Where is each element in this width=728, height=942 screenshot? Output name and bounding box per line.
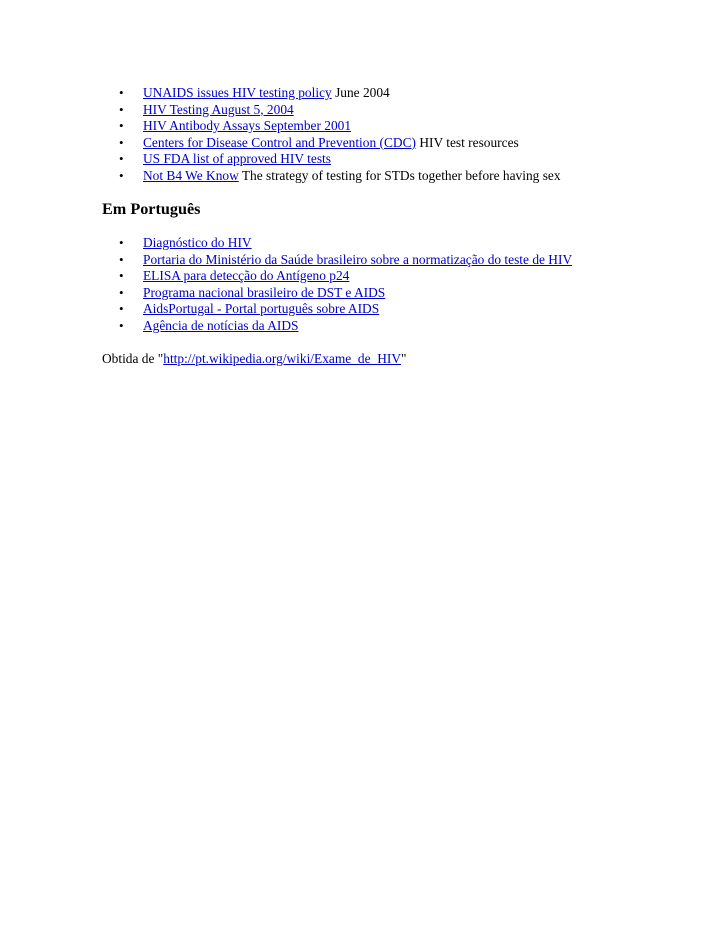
list-item-text [143, 118, 351, 135]
portaria-ministerio-link[interactable]: Portaria do Ministério da Saúde brasileiro sobre a normatização do teste de HIV [143, 251, 573, 267]
bullet-icon: • [119, 118, 124, 133]
bullet-icon: • [119, 167, 124, 183]
list-item [0, 301, 728, 318]
bullet-icon: • [119, 235, 124, 250]
bullet-icon: • [119, 85, 124, 100]
list-item-text [143, 85, 390, 102]
list-item-text [143, 268, 349, 285]
cdc-link[interactable]: Centers for Disease Control and Prevention (CDC) [143, 134, 416, 150]
link-suffix: June 2004 [331, 85, 390, 100]
list-item [0, 151, 728, 168]
list-item [0, 135, 728, 152]
source-attribution [102, 350, 407, 367]
bullet-icon: • [119, 251, 124, 267]
portuguese-links-list [0, 235, 728, 334]
bullet-icon: • [119, 284, 124, 300]
fda-approved-tests-link[interactable]: US FDA list of approved HIV tests [143, 151, 331, 166]
section-heading-portuguese: Em Português [102, 200, 201, 218]
source-url-link[interactable]: http://pt.wikipedia.org/wiki/Exame_de_HIV [163, 351, 402, 366]
list-item-text [143, 168, 561, 185]
list-item [0, 118, 728, 135]
list-item-text [143, 135, 519, 152]
link-suffix: HIV test resources [415, 134, 519, 150]
diagnostico-hiv-link[interactable]: Diagnóstico do HIV [143, 235, 252, 250]
list-item [0, 102, 728, 119]
hiv-testing-link[interactable]: HIV Testing August 5, 2004 [143, 101, 294, 117]
programa-dst-aids-link[interactable]: Programa nacional brasileiro de DST e AIDS [143, 284, 386, 300]
bullet-icon: • [119, 301, 124, 316]
elisa-p24-link[interactable]: ELISA para detecção do Antígeno p24 [143, 268, 350, 283]
bullet-icon: • [119, 317, 124, 333]
aidsportugal-link[interactable]: AidsPortugal - Portal português sobre AIDS [143, 301, 380, 316]
list-item-text [143, 285, 385, 302]
not-b4-we-know-link[interactable]: Not B4 We Know [143, 167, 239, 183]
bullet-icon: • [119, 151, 124, 166]
bullet-icon: • [119, 268, 124, 283]
list-item-text [143, 102, 294, 119]
source-prefix: Obtida de " [102, 351, 164, 366]
list-item-text [143, 318, 298, 335]
list-item [0, 252, 728, 269]
list-item-text [143, 252, 572, 269]
list-item [0, 318, 728, 335]
list-item [0, 285, 728, 302]
link-suffix: The strategy of testing for STDs together before having sex [238, 167, 561, 183]
list-item [0, 85, 728, 102]
agencia-noticias-aids-link[interactable]: Agência de notícias da AIDS [143, 317, 299, 333]
english-links-list [0, 85, 728, 184]
bullet-icon: • [119, 134, 124, 150]
list-item-text [143, 235, 252, 252]
list-item [0, 168, 728, 185]
hiv-antibody-assays-link[interactable]: HIV Antibody Assays September 2001 [143, 118, 352, 133]
list-item-text [143, 151, 331, 168]
unaids-testing-policy-link[interactable]: UNAIDS issues HIV testing policy [143, 85, 332, 100]
list-item-text [143, 301, 379, 318]
bullet-icon: • [119, 101, 124, 117]
list-item [0, 268, 728, 285]
source-suffix: " [401, 351, 407, 366]
list-item [0, 235, 728, 252]
